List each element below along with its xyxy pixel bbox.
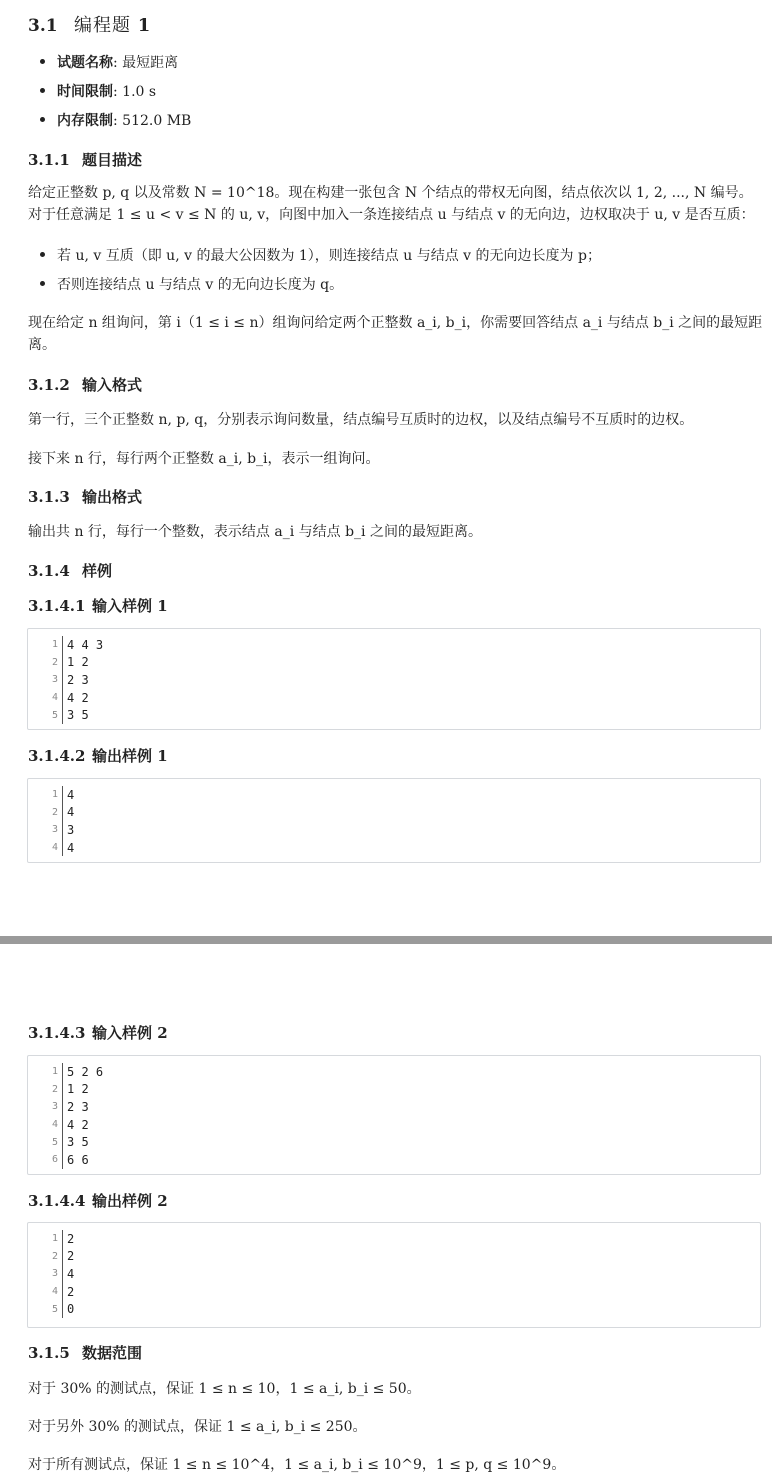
- output-paragraph: 输出共 n 行，每行一个整数，表示结点 a_i 与结点 b_i 之间的最短距离。: [28, 524, 482, 540]
- code-text: 4: [67, 1266, 75, 1281]
- code-text: 1 2: [67, 1082, 89, 1097]
- desc-paragraph-2: 现在给定 n 组询问，第 i（1 ≤ i ≤ n）组询问给定两个正整数 a_i, b_i，你需要回答结点 a_i 与结点 b_i 之间的最短距离。: [28, 315, 763, 353]
- line-number: 2: [51, 1083, 58, 1095]
- code-text: 2 3: [67, 1099, 89, 1114]
- gutter-divider: [62, 636, 63, 654]
- meta-problem-name: 试题名称: 最短距离: [40, 52, 178, 72]
- sample2-input-heading: 3.1.4.3 输入样例 2: [28, 1024, 168, 1042]
- code-line: [28, 786, 760, 804]
- code-text: 2: [67, 1231, 75, 1246]
- sample1-input-heading: 3.1.4.1 输入样例 1: [28, 597, 168, 615]
- gutter-divider: [62, 654, 63, 672]
- gutter-divider: [62, 1300, 63, 1318]
- page-2: [0, 944, 772, 1480]
- gutter-divider: [62, 1116, 63, 1134]
- line-number: 5: [51, 1136, 58, 1148]
- code-line: [28, 654, 760, 672]
- code-text: 4: [67, 840, 75, 855]
- code-line: [28, 1300, 760, 1318]
- code-line: [28, 689, 760, 707]
- sample1-input-code: [27, 628, 761, 730]
- gutter-divider: [62, 1098, 63, 1116]
- line-number: 4: [51, 1119, 58, 1131]
- sample1-output-heading: 3.1.4.2 输出样例 1: [28, 747, 168, 765]
- code-text: 4 2: [67, 690, 89, 705]
- line-number: 4: [51, 1286, 58, 1298]
- gutter-divider: [62, 1265, 63, 1283]
- line-number: 6: [51, 1154, 58, 1166]
- bullet-icon: [40, 59, 45, 64]
- sample2-input-code: [27, 1055, 761, 1175]
- bullet-icon: [40, 281, 45, 286]
- line-number: 3: [51, 1101, 58, 1113]
- code-text: 4 2: [67, 1117, 89, 1132]
- desc-bullet-not-coprime: 否则连接结点 u 与结点 v 的无向边长度为 q。: [40, 274, 760, 296]
- code-line: [28, 821, 760, 839]
- code-text: 4: [67, 787, 75, 802]
- code-text: 2 3: [67, 672, 89, 687]
- code-line: [28, 1133, 760, 1151]
- range-heading: 3.1.5 数据范围: [28, 1344, 143, 1362]
- code-text: 5 2 6: [67, 1064, 104, 1079]
- line-number: 2: [51, 806, 58, 818]
- code-line: [28, 1283, 760, 1301]
- gutter-divider: [62, 1063, 63, 1081]
- section-heading: 3.1 编程题 1: [28, 15, 152, 36]
- input-paragraph-2: 接下来 n 行，每行两个正整数 a_i, b_i，表示一组询问。: [28, 451, 380, 467]
- code-text: 4 4 3: [67, 637, 104, 652]
- code-line: [28, 671, 760, 689]
- code-text: 3: [67, 822, 75, 837]
- code-text: 3 5: [67, 708, 89, 723]
- desc-paragraph-1: 给定正整数 p, q 以及常数 N = 10^18。现在构建一张包含 N 个结点的带权无向图，结点依次以 1, 2, ..., N 编号。对于任意满足 1 ≤ u < v ≤ N 的 u, v，向图中加入一条连接结点 u 与结点 v 的无向边，边权取决于 u, v 是否互质：: [28, 185, 755, 223]
- code-line: [28, 636, 760, 654]
- code-line: [28, 1265, 760, 1283]
- code-line: [28, 1230, 760, 1248]
- line-number: 2: [51, 656, 58, 668]
- code-line: [28, 1063, 760, 1081]
- meta-memory-limit: 内存限制: 512.0 MB: [40, 110, 191, 130]
- code-line: [28, 706, 760, 724]
- line-number: 3: [51, 824, 58, 836]
- line-number: 1: [51, 639, 58, 651]
- gutter-divider: [62, 706, 63, 724]
- gutter-divider: [62, 821, 63, 839]
- line-number: 3: [51, 1268, 58, 1280]
- line-number: 3: [51, 674, 58, 686]
- code-text: 1 2: [67, 655, 89, 670]
- gutter-divider: [62, 671, 63, 689]
- line-number: 1: [51, 789, 58, 801]
- gutter-divider: [62, 804, 63, 822]
- code-text: 2: [67, 1249, 75, 1264]
- code-line: [28, 1081, 760, 1099]
- output-heading: 3.1.3 输出格式: [28, 488, 143, 506]
- gutter-divider: [62, 1081, 63, 1099]
- desc-bullet-coprime: 若 u, v 互质（即 u, v 的最大公因数为 1），则连接结点 u 与结点 v 的无向边长度为 p；: [40, 245, 760, 267]
- gutter-divider: [62, 786, 63, 804]
- gutter-divider: [62, 839, 63, 857]
- gutter-divider: [62, 1283, 63, 1301]
- line-number: 2: [51, 1250, 58, 1262]
- sample2-output-heading: 3.1.4.4 输出样例 2: [28, 1192, 168, 1210]
- gutter-divider: [62, 1133, 63, 1151]
- bullet-icon: [40, 88, 45, 93]
- bullet-icon: [40, 117, 45, 122]
- line-number: 1: [51, 1066, 58, 1078]
- code-line: [28, 804, 760, 822]
- code-text: 3 5: [67, 1135, 89, 1150]
- samples-heading: 3.1.4 样例: [28, 562, 113, 580]
- code-line: [28, 839, 760, 857]
- code-text: 0: [67, 1302, 75, 1317]
- range-line-1: 对于 30% 的测试点，保证 1 ≤ n ≤ 10，1 ≤ a_i, b_i ≤ 50。: [28, 1381, 421, 1397]
- bullet-icon: [40, 252, 45, 257]
- code-text: 4: [67, 805, 75, 820]
- line-number: 1: [51, 1233, 58, 1245]
- gutter-divider: [62, 1248, 63, 1266]
- gutter-divider: [62, 1151, 63, 1169]
- sample1-output-code: [27, 778, 761, 863]
- code-text: 2: [67, 1284, 75, 1299]
- line-number: 5: [51, 709, 58, 721]
- input-heading: 3.1.2 输入格式: [28, 376, 143, 394]
- line-number: 4: [51, 842, 58, 854]
- code-line: [28, 1248, 760, 1266]
- range-line-2: 对于另外 30% 的测试点，保证 1 ≤ a_i, b_i ≤ 250。: [28, 1419, 367, 1435]
- code-line: [28, 1116, 760, 1134]
- line-number: 4: [51, 692, 58, 704]
- code-text: 6 6: [67, 1152, 89, 1167]
- code-line: [28, 1151, 760, 1169]
- meta-time-limit: 时间限制: 1.0 s: [40, 81, 156, 101]
- line-number: 5: [51, 1303, 58, 1315]
- desc-heading: 3.1.1 题目描述: [28, 151, 143, 169]
- gutter-divider: [62, 1230, 63, 1248]
- sample2-output-code: [27, 1222, 761, 1328]
- input-paragraph-1: 第一行，三个正整数 n, p, q，分别表示询问数量，结点编号互质时的边权，以及结点编号不互质时的边权。: [28, 412, 694, 428]
- code-line: [28, 1098, 760, 1116]
- range-line-3: 对于所有测试点，保证 1 ≤ n ≤ 10^4，1 ≤ a_i, b_i ≤ 10^9，1 ≤ p, q ≤ 10^9。: [28, 1457, 566, 1473]
- page-separator: [0, 936, 772, 944]
- gutter-divider: [62, 689, 63, 707]
